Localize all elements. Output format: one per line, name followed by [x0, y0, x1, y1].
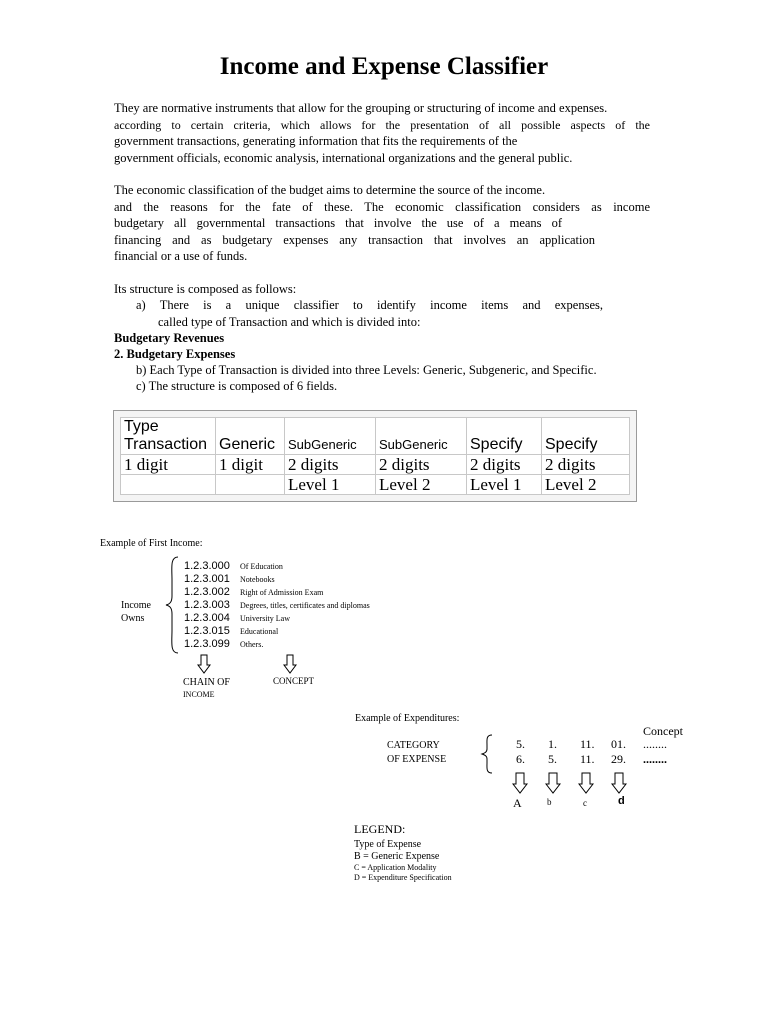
income-code: 1.2.3.002	[184, 586, 230, 598]
income-code: 1.2.3.000	[184, 560, 230, 572]
expense-value: 1.	[548, 737, 557, 751]
income-code: 1.2.3.099	[184, 638, 230, 650]
list-item	[184, 612, 230, 624]
income-desc: Degrees, titles, certificates and diplomas	[240, 601, 370, 610]
intro-line-3: government transactions, generating information that fits the requirements of the	[114, 134, 518, 148]
down-arrow-icon	[611, 772, 627, 794]
expenditure-example-heading: Example of Expenditures:	[355, 713, 460, 724]
down-arrow-icon	[197, 654, 211, 674]
table-cell: Level 1	[467, 475, 542, 495]
income-group-label-1: Income	[121, 600, 151, 611]
economic-line-1: The economic classification of the budget aims to determine the source of the income.	[114, 183, 546, 197]
expense-value: 29.	[611, 752, 626, 766]
list-item	[184, 638, 230, 650]
intro-line-4: government officials, economic analysis, international organizations and the general public.	[114, 151, 573, 165]
table-cell: 2 digits	[285, 455, 376, 475]
header-subgeneric-1: SubGeneric	[285, 418, 376, 455]
structure-table-frame	[113, 410, 637, 502]
income-desc: Educational	[240, 627, 279, 636]
table-cell: 2 digits	[542, 455, 630, 475]
header-specify-1: Specify	[467, 418, 542, 455]
legend-title: LEGEND:	[354, 822, 406, 836]
expense-brace-icon	[480, 734, 494, 774]
table-cell: 2 digits	[376, 455, 467, 475]
budgetary-expenses-heading: 2. Budgetary Expenses	[114, 347, 236, 361]
table-cell: 2 digits	[467, 455, 542, 475]
expense-value: 11.	[580, 752, 595, 766]
table-cell: 1 digit	[216, 455, 285, 475]
list-item	[184, 625, 230, 637]
table-header-row	[121, 418, 630, 455]
list-item	[184, 560, 230, 572]
header-subgeneric-2: SubGeneric	[376, 418, 467, 455]
expense-value: 11.	[580, 737, 595, 751]
list-item	[184, 573, 230, 585]
income-code: 1.2.3.015	[184, 625, 230, 637]
income-desc: Right of Admission Exam	[240, 588, 324, 597]
arrow-label-b: b	[547, 797, 552, 807]
down-arrow-icon	[283, 654, 297, 674]
arrow-label-a: A	[513, 796, 522, 810]
budgetary-revenues-heading: Budgetary Revenues	[114, 331, 225, 345]
chain-of-income-label: CHAIN OF	[183, 677, 230, 688]
arrow-label-d: d	[618, 795, 625, 807]
table-levels-row	[121, 475, 630, 495]
structure-item-c: c) The structure is composed of 6 fields.	[136, 379, 338, 393]
table-cell	[121, 475, 216, 495]
structure-table	[120, 417, 630, 495]
table-cell	[216, 475, 285, 495]
structure-item-a-line-2: called type of Transaction and which is divided into:	[158, 315, 421, 329]
arrow-label-c: c	[583, 798, 587, 808]
expense-value: 01.	[611, 737, 626, 751]
table-cell: Level 1	[285, 475, 376, 495]
header-specify-2: Specify	[542, 418, 630, 455]
intro-line-1: They are normative instruments that allow for the grouping or structuring of income and expenses.	[114, 101, 608, 115]
structure-item-b: b) Each Type of Transaction is divided into three Levels: Generic, Subgeneric, and Specific.	[136, 363, 597, 377]
list-item	[184, 599, 230, 611]
legend-item: Type of Expense	[354, 839, 422, 850]
table-cell: Level 2	[376, 475, 467, 495]
structure-intro: Its structure is composed as follows:	[114, 282, 297, 296]
income-desc: University Law	[240, 614, 290, 623]
income-code: 1.2.3.003	[184, 599, 230, 611]
expense-concept: ........	[643, 737, 667, 751]
legend-item: D = Expenditure Specification	[354, 873, 452, 882]
expense-value: 5.	[516, 737, 525, 751]
intro-line-2: according to certain criteria, which allows for the presentation of all possible aspects of the	[114, 118, 650, 132]
income-desc: Notebooks	[240, 575, 275, 584]
income-group-label-2: Owns	[121, 613, 145, 624]
table-cell: 1 digit	[121, 455, 216, 475]
income-code: 1.2.3.001	[184, 573, 230, 585]
down-arrow-icon	[512, 772, 528, 794]
category-label-2: OF EXPENSE	[387, 754, 447, 765]
legend-item: C = Application Modality	[354, 863, 437, 872]
income-desc: Others.	[240, 640, 264, 649]
income-brace-icon	[164, 556, 182, 654]
down-arrow-icon	[578, 772, 594, 794]
economic-line-5: financial or a use of funds.	[114, 249, 248, 263]
header-type-transaction: Type Transaction	[121, 418, 216, 455]
economic-line-4: financing and as budgetary expenses any transaction that involves an application	[114, 233, 595, 247]
income-desc: Of Education	[240, 562, 283, 571]
table-cell: Level 2	[542, 475, 630, 495]
economic-line-2: and the reasons for the fate of these. The economic classification considers as income	[114, 200, 650, 214]
header-generic: Generic	[216, 418, 285, 455]
income-example-heading: Example of First Income:	[100, 538, 203, 549]
economic-line-3: budgetary all governmental transactions that involve the use of a means of	[114, 216, 562, 230]
expense-concept: ........	[643, 752, 667, 766]
page-title: Income and Expense Classifier	[219, 53, 549, 80]
category-label-1: CATEGORY	[387, 740, 440, 751]
income-code: 1.2.3.004	[184, 612, 230, 624]
concept-label: CONCEPT	[273, 676, 315, 686]
down-arrow-icon	[545, 772, 561, 794]
table-digits-row	[121, 455, 630, 475]
concept-header: Concept	[643, 724, 683, 738]
chain-of-income-label-2: INCOME	[183, 690, 215, 699]
structure-item-a-line-1: a) There is a unique classifier to identify income items and expenses,	[136, 298, 603, 312]
expense-value: 5.	[548, 752, 557, 766]
list-item	[184, 586, 230, 598]
expense-value: 6.	[516, 752, 525, 766]
legend-item: B = Generic Expense	[354, 851, 440, 862]
